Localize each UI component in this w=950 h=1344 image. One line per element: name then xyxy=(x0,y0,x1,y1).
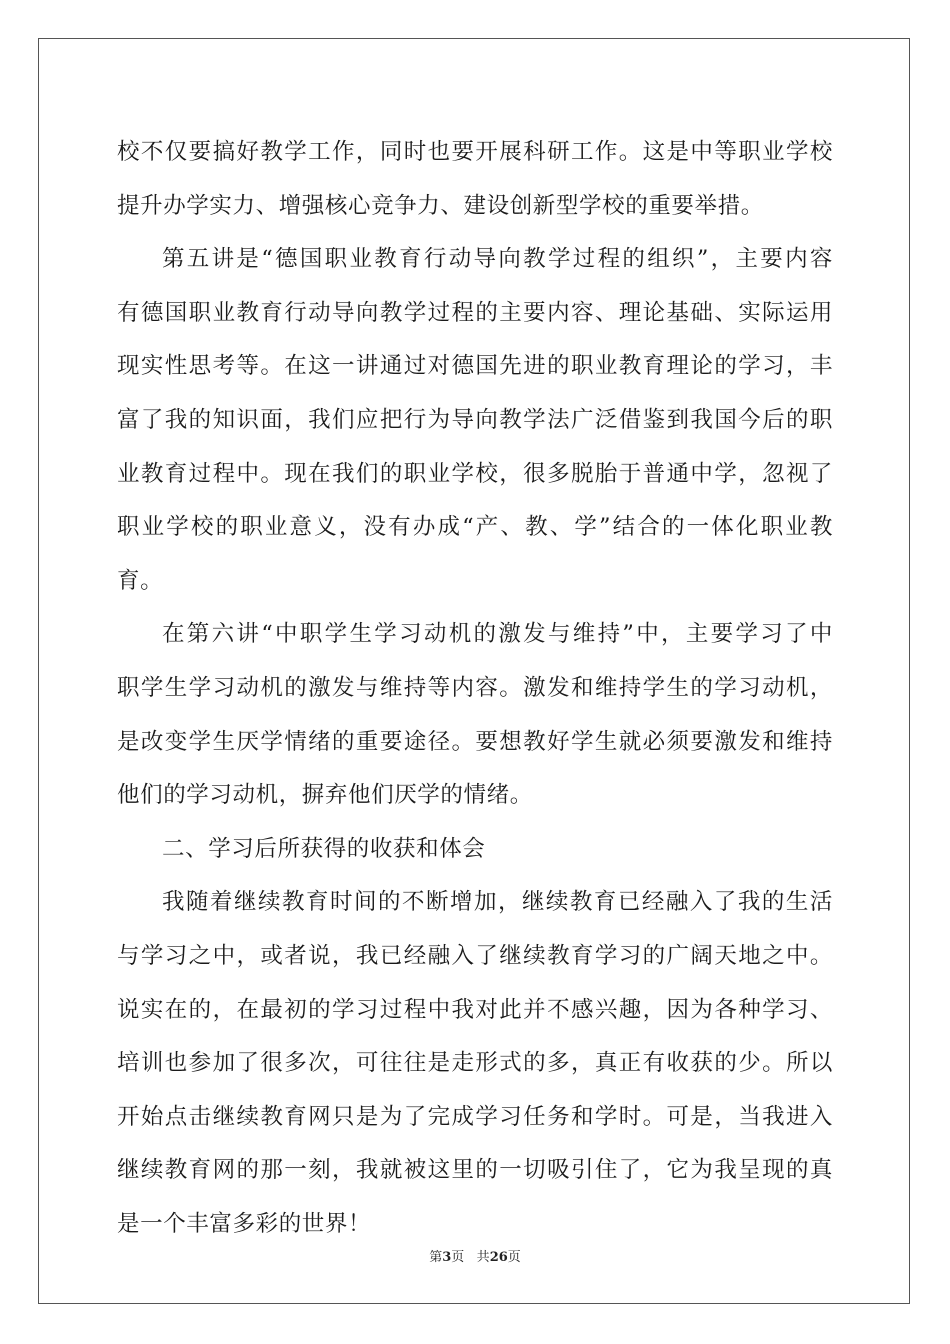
text-line: 职学生学习动机的激发与维持等内容。激发和维持学生的学习动机， xyxy=(117,674,833,701)
text-line: 有德国职业教育行动导向教学过程的主要内容、理论基础、实际运用 xyxy=(117,299,833,326)
text-line: 是一个丰富多彩的世界！ xyxy=(117,1210,372,1237)
total-prefix: 共 xyxy=(476,1250,490,1265)
page-suffix: 页 xyxy=(451,1250,465,1265)
text-line: 说实在的，在最初的学习过程中我对此并不感兴趣，因为各种学习、 xyxy=(117,996,833,1023)
text-line: 校不仅要搞好教学工作，同时也要开展科研工作。这是中等职业学校 xyxy=(117,139,833,165)
text-line: 与学习之中，或者说，我已经融入了继续教育学习的广阔天地之中。 xyxy=(117,942,833,969)
text-line: 富了我的知识面，我们应把行为导向教学法广泛借鉴到我国今后的职 xyxy=(117,406,833,433)
text-line: 现实性思考等。在这一讲通过对德国先进的职业教育理论的学习，丰 xyxy=(117,353,833,380)
text-line: 育。 xyxy=(117,567,164,594)
text-line: 培训也参加了很多次，可往往是走形式的多，真正有收获的少。所以 xyxy=(117,1050,833,1077)
page-number: 3 xyxy=(442,1250,452,1265)
text-line: 业教育过程中。现在我们的职业学校，很多脱胎于普通中学，忽视了 xyxy=(117,460,833,487)
text-line: 职业学校的职业意义，没有办成“产、教、学”结合的一体化职业教 xyxy=(117,514,833,541)
total-pages: 26 xyxy=(489,1250,508,1265)
text-line: 开始点击继续教育网只是为了完成学习任务和学时。可是，当我进入 xyxy=(117,1103,833,1130)
text-line: 是改变学生厌学情绪的重要途径。要想教好学生就必须要激发和维持 xyxy=(117,728,833,755)
document-body xyxy=(117,126,833,1251)
page-footer xyxy=(0,1246,950,1265)
text-line: 提升办学实力、增强核心竞争力、建设创新型学校的重要举措。 xyxy=(117,192,764,219)
paragraph-first-line: 第五讲是“德国职业教育行动导向教学过程的组织”，主要内容 xyxy=(162,246,833,273)
total-suffix: 页 xyxy=(507,1250,521,1265)
paragraph-first-line: 我随着继续教育时间的不断增加，继续教育已经融入了我的生活 xyxy=(162,889,833,916)
paragraph-first-line: 在第六讲“中职学生学习动机的激发与维持”中，主要学习了中 xyxy=(162,621,833,648)
page-prefix: 第 xyxy=(429,1250,443,1265)
text-line: 继续教育网的那一刻，我就被这里的一切吸引住了，它为我呈现的真 xyxy=(117,1157,833,1184)
section-heading: 二、学习后所获得的收获和体会 xyxy=(162,835,486,862)
text-line: 他们的学习动机，摒弃他们厌学的情绪。 xyxy=(117,782,533,809)
